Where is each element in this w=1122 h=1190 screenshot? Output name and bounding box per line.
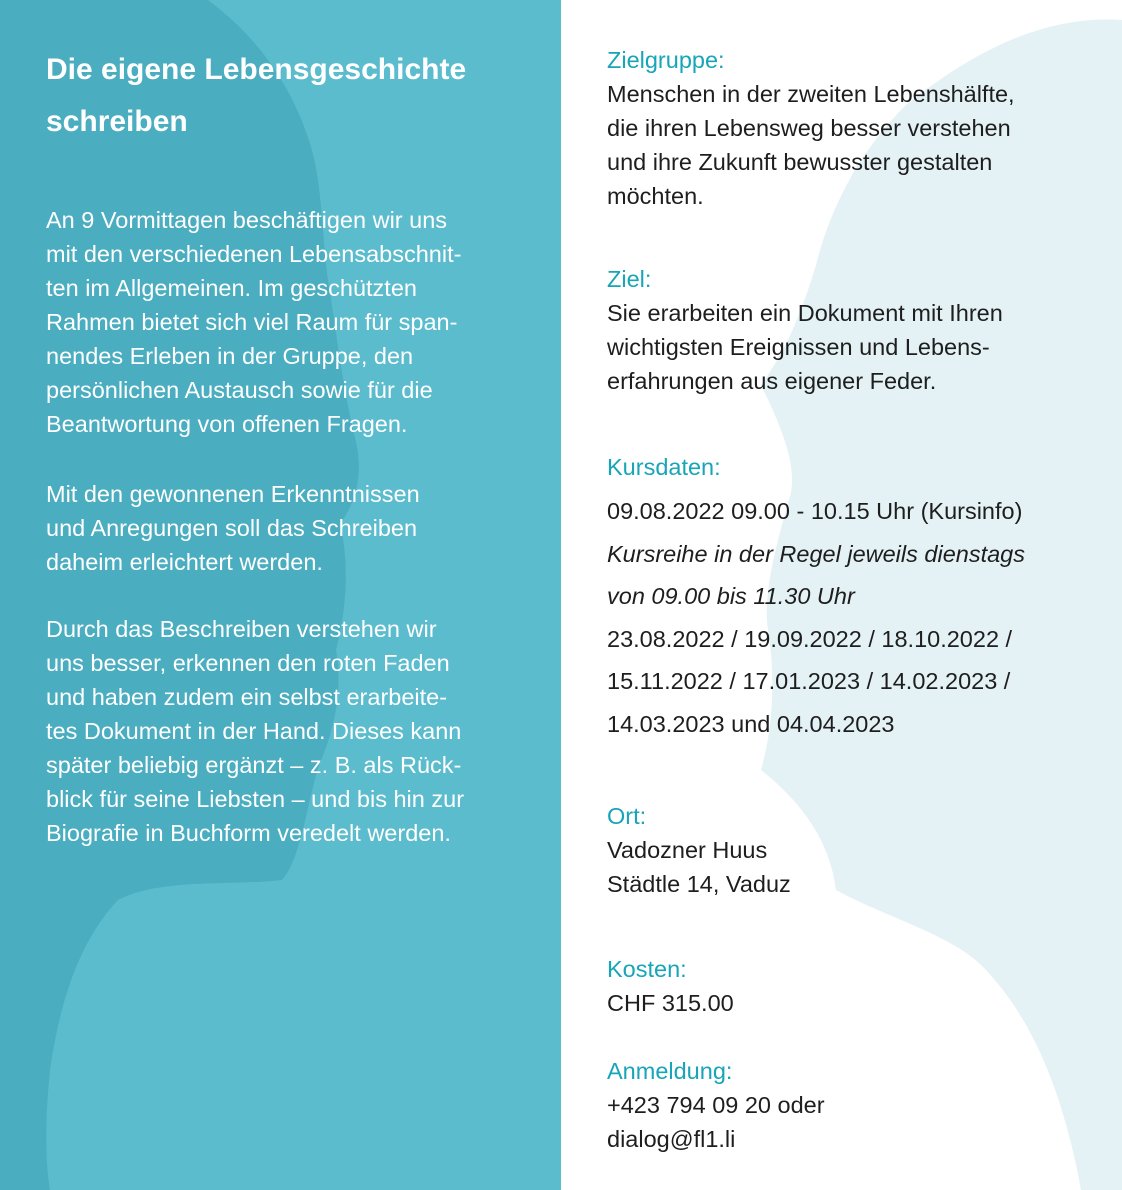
title-line: Die eigene Lebensgeschichte xyxy=(46,53,467,86)
intro-paragraph xyxy=(46,203,526,441)
text-line: und ihre Zukunft bewusster gestalten xyxy=(607,149,993,175)
text-line: möchten. xyxy=(607,183,704,209)
paragraph-line: tes Dokument in der Hand. Dieses kann xyxy=(46,718,462,744)
page-title xyxy=(46,44,536,148)
paragraph-line: An 9 Vormittagen beschäftigen wir uns xyxy=(46,207,448,233)
date-list-line: 15.11.2022 / 17.01.2023 / 14.02.2023 / xyxy=(607,668,1011,694)
ort-label: Ort: xyxy=(607,803,647,829)
kursdaten-section xyxy=(607,450,1107,745)
paragraph-line: später beliebig ergänzt – z. B. als Rück- xyxy=(46,752,462,778)
ziel-text xyxy=(607,296,1107,398)
paragraph-line: Rahmen bietet sich viel Raum für span- xyxy=(46,309,458,335)
paragraph-line: und haben zudem ein selbst erarbeite- xyxy=(46,684,448,710)
paragraph-line: Beantwortung von offenen Fragen. xyxy=(46,411,408,437)
paragraph-line: nendes Erleben in der Gruppe, den xyxy=(46,343,414,369)
paragraph-line: persönlichen Austausch sowie für die xyxy=(46,377,433,403)
paragraph-line: uns besser, erkennen den roten Faden xyxy=(46,650,450,676)
ziel-section xyxy=(607,262,1107,398)
paragraph-line: Mit den gewonnenen Erkenntnissen xyxy=(46,481,420,507)
text-line: die ihren Lebensweg besser verstehen xyxy=(607,115,1011,141)
zielgruppe-text xyxy=(607,77,1107,213)
kursreihe-time: von 09.00 bis 11.30 Uhr xyxy=(607,583,855,609)
paragraph-line: Biografie in Buchform veredelt werden. xyxy=(46,820,451,846)
kursdaten-text xyxy=(607,490,1107,745)
kursreihe-note: Kursreihe in der Regel jeweils dienstags xyxy=(607,540,1025,567)
price-value: CHF 315.00 xyxy=(607,990,734,1016)
anmeldung-section xyxy=(607,1054,1107,1156)
ort-section xyxy=(607,799,1107,901)
location-address: Städtle 14, Vaduz xyxy=(607,871,791,897)
anmeldung-label: Anmeldung: xyxy=(607,1058,733,1084)
kosten-label: Kosten: xyxy=(607,956,687,982)
paragraph-line: daheim erleichtert werden. xyxy=(46,549,323,575)
text-line: wichtigsten Ereignissen und Lebens- xyxy=(607,334,990,360)
paragraph-line: mit den verschiedenen Lebensabschnit- xyxy=(46,241,462,267)
phone-number[interactable]: +423 794 09 20 oder xyxy=(607,1092,825,1118)
text-line: Menschen in der zweiten Lebenshälfte, xyxy=(607,81,1015,107)
paragraph-line: und Anregungen soll das Schreiben xyxy=(46,515,418,541)
date-list-line: 23.08.2022 / 19.09.2022 / 18.10.2022 / xyxy=(607,625,1013,652)
second-paragraph xyxy=(46,477,526,579)
email-address[interactable]: dialog@fl1.li xyxy=(607,1126,736,1152)
date-list-line: 14.03.2023 und 04.04.2023 xyxy=(607,710,895,737)
paragraph-line: ten im Allgemeinen. Im geschützten xyxy=(46,275,417,301)
zielgruppe-label: Zielgruppe: xyxy=(607,47,725,73)
text-line: Sie erarbeiten ein Dokument mit Ihren xyxy=(607,300,1003,326)
ziel-label: Ziel: xyxy=(607,266,652,292)
kursdaten-label: Kursdaten: xyxy=(607,454,721,480)
kosten-text xyxy=(607,986,1107,1020)
paragraph-line: Durch das Beschreiben verstehen wir xyxy=(46,616,437,642)
third-paragraph xyxy=(46,612,526,850)
kursinfo-date: 09.08.2022 09.00 - 10.15 Uhr (Kursinfo) xyxy=(607,498,1023,524)
zielgruppe-section xyxy=(607,43,1107,213)
title-line: schreiben xyxy=(46,105,188,138)
location-name: Vadozner Huus xyxy=(607,837,768,863)
anmeldung-text xyxy=(607,1088,1107,1156)
text-line: erfahrungen aus eigener Feder. xyxy=(607,368,937,394)
kosten-section xyxy=(607,952,1107,1020)
ort-text xyxy=(607,833,1107,901)
paragraph-line: blick für seine Liebsten – und bis hin zur xyxy=(46,786,465,812)
